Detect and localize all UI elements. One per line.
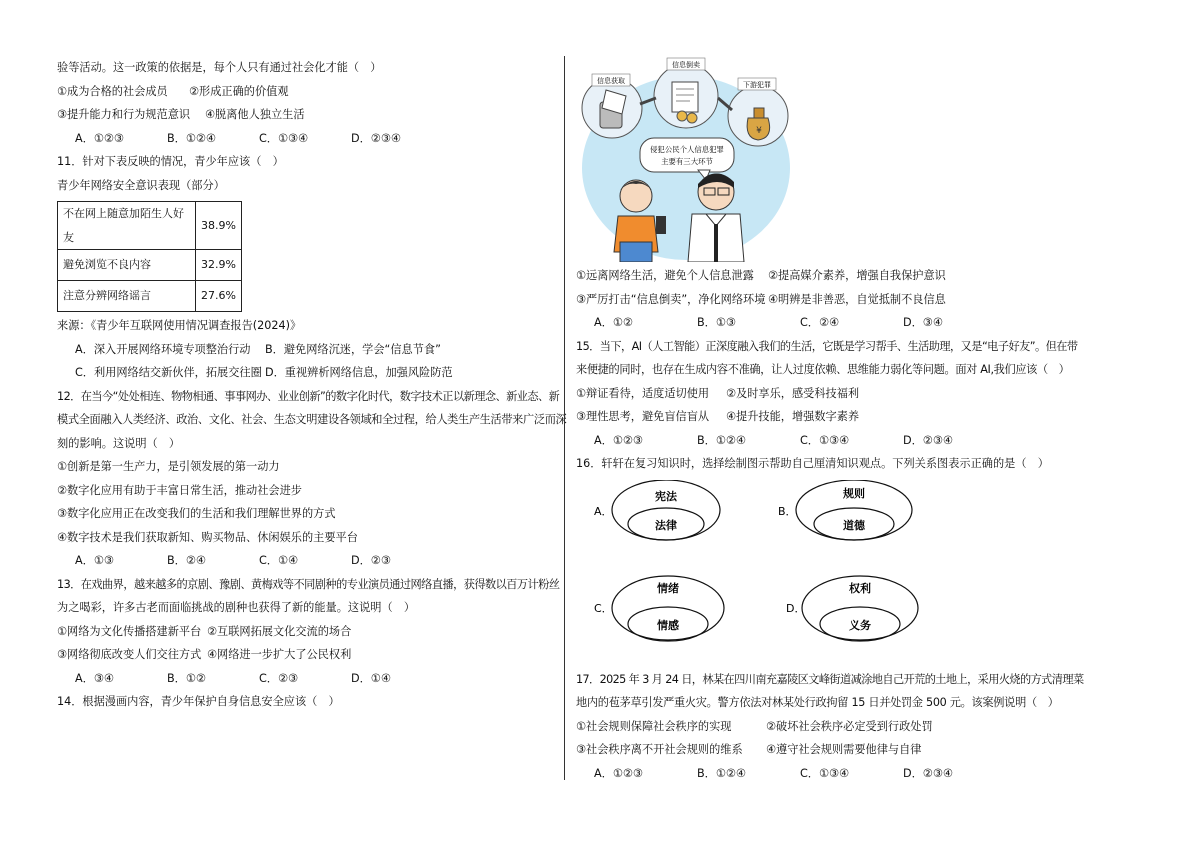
q15-choice-d[interactable]: D．②③④ bbox=[903, 433, 953, 447]
q12-choice-b[interactable]: B．②④ bbox=[167, 554, 206, 567]
q13-choice-c[interactable]: C．②③ bbox=[259, 671, 299, 685]
q11-choice-c[interactable]: C．利用网络结交新伙伴，拓展交往圈 bbox=[75, 366, 262, 379]
q13-statement-1: ①网络为文化传播搭建新平台 bbox=[57, 624, 202, 638]
q13-statement-4: ④网络进一步扩大了公民权利 bbox=[207, 648, 352, 661]
q10-statement-4: ④脱离他人独立生活 bbox=[205, 108, 305, 121]
diagram-d-letter: D． bbox=[786, 601, 806, 615]
diagram-c-letter: C． bbox=[594, 601, 613, 615]
diagram-c-outer-label: 情绪 bbox=[657, 581, 679, 595]
q17-statements-row2 bbox=[576, 738, 1076, 762]
q14-choices bbox=[576, 311, 1076, 335]
q12-stem-line3: 刻的影响。这说明（ ） bbox=[57, 436, 181, 450]
q10-choice-a[interactable]: A．①②③ bbox=[75, 131, 124, 145]
q10-statement-3: ③提升能力和行为规范意识 bbox=[57, 108, 191, 121]
table-cell-percent: 32.9% bbox=[196, 250, 242, 281]
q17-statement-4: ④遵守社会规则需要他律与自律 bbox=[766, 743, 922, 756]
q13-statement-3: ③网络彻底改变人们交往方式 bbox=[57, 648, 202, 661]
table-row bbox=[58, 250, 242, 281]
diagram-b-outer-label: 规则 bbox=[843, 486, 865, 500]
q12-choice-c[interactable]: C．①④ bbox=[259, 554, 299, 567]
column-divider bbox=[564, 56, 565, 780]
right-column bbox=[576, 56, 1084, 785]
q15-choice-a[interactable]: A．①②③ bbox=[594, 433, 643, 447]
q15-statement-1: ①辩证看待，适度适切使用 bbox=[576, 386, 710, 400]
q14-statement-2: ②提高媒介素养，增强自我保护意识 bbox=[768, 269, 946, 282]
q11-source: 来源：《青少年互联网使用情况调查报告(2024)》 bbox=[57, 319, 302, 332]
q15-stem-line2: 来便捷的同时，也存在生成内容不准确，让人过度依赖、思维能力弱化等问题。面对 AI,我们应该（ ） bbox=[576, 363, 1070, 376]
diagram-d-outer-label: 权利 bbox=[849, 581, 871, 595]
q13-statement-2: ②互联网拓展文化交流的场合 bbox=[207, 624, 352, 638]
comic-bubble-line2: 主要有三大环节 bbox=[661, 157, 713, 166]
diagram-d-inner-label: 义务 bbox=[849, 618, 871, 632]
q13-stem-line1: 13．在戏曲界，越来越多的京剧、豫剧、黄梅戏等不同剧种的专业演员通过网络直播，获得数以百万计粉丝 bbox=[57, 577, 560, 591]
q11-choices-row1 bbox=[57, 338, 557, 362]
table-row bbox=[58, 202, 242, 250]
q14-choice-a[interactable]: A．①② bbox=[594, 316, 633, 329]
q14-comic bbox=[578, 56, 793, 262]
q12-choice-d[interactable]: D．②③ bbox=[351, 554, 391, 567]
q17-stem-line1: 17．2025 年 3 月 24 日，林某在四川南充嘉陵区文峰街道减涂地自己开荒的土地上，采用火烧的方式清理菜 bbox=[576, 672, 1084, 686]
q14-statements-row2 bbox=[576, 288, 1076, 312]
table-cell-item: 避免浏览不良内容 bbox=[58, 250, 196, 281]
q12-stem-line1: 12．在当今“处处相连、物物相通、事事网办、业业创新”的数字化时代，数字技术正以新理念、新业态、新 bbox=[57, 389, 560, 403]
q11-choice-a[interactable]: A．深入开展网络环境专项整治行动 bbox=[75, 342, 251, 356]
q14-stem: 14．根据漫画内容，青少年保护自身信息安全应该（ ） bbox=[57, 695, 340, 708]
diagram-a-outer-label: 宪法 bbox=[655, 489, 677, 503]
q10-choices bbox=[57, 127, 557, 151]
q15-statement-3: ③理性思考，避免盲信盲从 bbox=[576, 410, 710, 423]
diagram-b-inner-label: 道德 bbox=[843, 518, 865, 532]
q17-statement-1: ①社会规则保障社会秩序的实现 bbox=[576, 719, 732, 733]
q17-stem-line2: 地内的苞茅草引发严重火灾。警方依法对林某处行政拘留 15 日并处罚金 500 元。该案例说明（ ） bbox=[576, 696, 1059, 709]
q15-statement-4: ④提升技能，增强数字素养 bbox=[726, 410, 860, 423]
table-cell-item: 注意分辨网络谣言 bbox=[58, 281, 196, 312]
diagram-c-inner-label: 情感 bbox=[657, 618, 679, 632]
q12-statement-4: ④数字技术是我们获取新知、购买物品、休闲娱乐的主要平台 bbox=[57, 530, 358, 544]
q15-statement-2: ②及时享乐，感受科技福利 bbox=[726, 386, 860, 400]
q17-choice-a[interactable]: A．①②③ bbox=[594, 766, 643, 780]
q11-choice-d[interactable]: D．重视辨析网络信息，加强风险防范 bbox=[265, 366, 453, 379]
q10-choice-d[interactable]: D．②③④ bbox=[351, 131, 401, 145]
left-column bbox=[57, 56, 567, 714]
q10-statements-row1 bbox=[57, 80, 557, 104]
q12-statement-3: ③数字化应用正在改变我们的生活和我们理解世界的方式 bbox=[57, 507, 336, 520]
q17-statements-row1 bbox=[576, 715, 1076, 739]
q11-choice-b[interactable]: B．避免网络沉迷，学会“信息节食” bbox=[265, 342, 441, 356]
q15-choice-c[interactable]: C．①③④ bbox=[800, 433, 850, 447]
q13-statements-row2 bbox=[57, 643, 557, 667]
q17-statement-2: ②破坏社会秩序必定受到行政处罚 bbox=[766, 719, 933, 733]
q15-statements-row1 bbox=[576, 382, 1076, 406]
q15-choice-b[interactable]: B．①②④ bbox=[697, 433, 746, 447]
q14-choice-b[interactable]: B．①③ bbox=[697, 316, 736, 329]
q15-choices bbox=[576, 429, 1076, 453]
q17-choice-c[interactable]: C．①③④ bbox=[800, 766, 850, 780]
q14-choice-c[interactable]: C．②④ bbox=[800, 316, 840, 329]
q12-statement-1: ①创新是第一生产力，是引领发展的第一动力 bbox=[57, 460, 280, 473]
comic-label-acquire: 信息获取 bbox=[597, 77, 625, 85]
table-row bbox=[58, 281, 242, 312]
q12-stem-line2: 模式全面融入人类经济、政治、文化、社会、生态文明建设各领域和全过程，给人类生产生活带来广泛而深 bbox=[57, 413, 567, 426]
table-cell-item: 不在网上随意加陌生人好友 bbox=[58, 202, 196, 250]
q14-choice-d[interactable]: D．③④ bbox=[903, 316, 943, 329]
q14-statement-4: ④明辨是非善恶，自觉抵制不良信息 bbox=[768, 292, 946, 306]
q10-choice-c[interactable]: C．①③④ bbox=[259, 131, 309, 145]
q10-statement-1: ①成为合格的社会成员 bbox=[57, 84, 168, 98]
q13-choice-b[interactable]: B．①② bbox=[167, 671, 206, 685]
comic-bubble-line1: 侵犯公民个人信息犯罪 bbox=[650, 145, 724, 154]
q17-choices bbox=[576, 762, 1076, 786]
q11-survey-table bbox=[57, 201, 242, 312]
q17-choice-d[interactable]: D．②③④ bbox=[903, 766, 953, 780]
q12-statement-2: ②数字化应用有助于丰富日常生活，推动社会进步 bbox=[57, 483, 302, 497]
diagram-a-letter: A． bbox=[594, 504, 613, 518]
q10-choice-b[interactable]: B．①②④ bbox=[167, 131, 216, 145]
q15-stem-line1: 15．当下，AI（人工智能）正深度融入我们的生活，它既是学习帮手、生活助理，又是“电子好友”。但在带 bbox=[576, 339, 1078, 353]
q17-statement-3: ③社会秩序离不开社会规则的维系 bbox=[576, 743, 743, 756]
q10-statements-row2 bbox=[57, 103, 557, 127]
table-cell-percent: 38.9% bbox=[196, 202, 242, 250]
q12-choices bbox=[57, 549, 557, 573]
q14-statements-row1 bbox=[576, 264, 1076, 288]
q16-diagrams bbox=[576, 480, 1076, 668]
q12-choice-a[interactable]: A．①③ bbox=[75, 554, 114, 567]
q10-statement-2: ②形成正确的价值观 bbox=[189, 84, 289, 98]
q13-choice-a[interactable]: A．③④ bbox=[75, 671, 114, 685]
q10-stem-tail: 验等活动。这一政策的依据是，每个人只有通过社会化才能（ ） bbox=[57, 61, 382, 74]
table-cell-percent: 27.6% bbox=[196, 281, 242, 312]
q14-statement-3: ③严厉打击“信息倒卖”，净化网络环境 bbox=[576, 292, 766, 306]
q17-choice-b[interactable]: B．①②④ bbox=[697, 766, 746, 780]
q11-table-title: 青少年网络安全意识表现（部分） bbox=[57, 178, 225, 192]
q11-choices-row2 bbox=[57, 361, 557, 385]
q16-stem: 16．轩轩在复习知识时，选择绘制图示帮助自己厘清知识观点。下列关系图表示正确的是（ ） bbox=[576, 457, 1049, 470]
svg-text:¥: ¥ bbox=[756, 126, 762, 136]
q16-relation-diagrams[interactable] bbox=[576, 480, 1076, 668]
q13-choices bbox=[57, 667, 557, 691]
diagram-a-inner-label: 法律 bbox=[655, 518, 677, 532]
comic-label-resell: 信息倒卖 bbox=[672, 61, 700, 69]
comic-label-crime: 下游犯罪 bbox=[743, 81, 771, 89]
comic-illustration bbox=[578, 56, 793, 262]
q13-stem-line2: 为之喝彩，许多古老而面临挑战的剧种也获得了新的能量。这说明（ ） bbox=[57, 601, 416, 614]
q14-statement-1: ①远离网络生活，避免个人信息泄露 bbox=[576, 269, 754, 282]
q13-choice-d[interactable]: D．①④ bbox=[351, 671, 391, 685]
q11-stem: 11．针对下表反映的情况，青少年应该（ ） bbox=[57, 155, 284, 168]
q15-statements-row2 bbox=[576, 405, 1076, 429]
q13-statements-row1 bbox=[57, 620, 557, 644]
diagram-b-letter: B． bbox=[778, 504, 797, 518]
